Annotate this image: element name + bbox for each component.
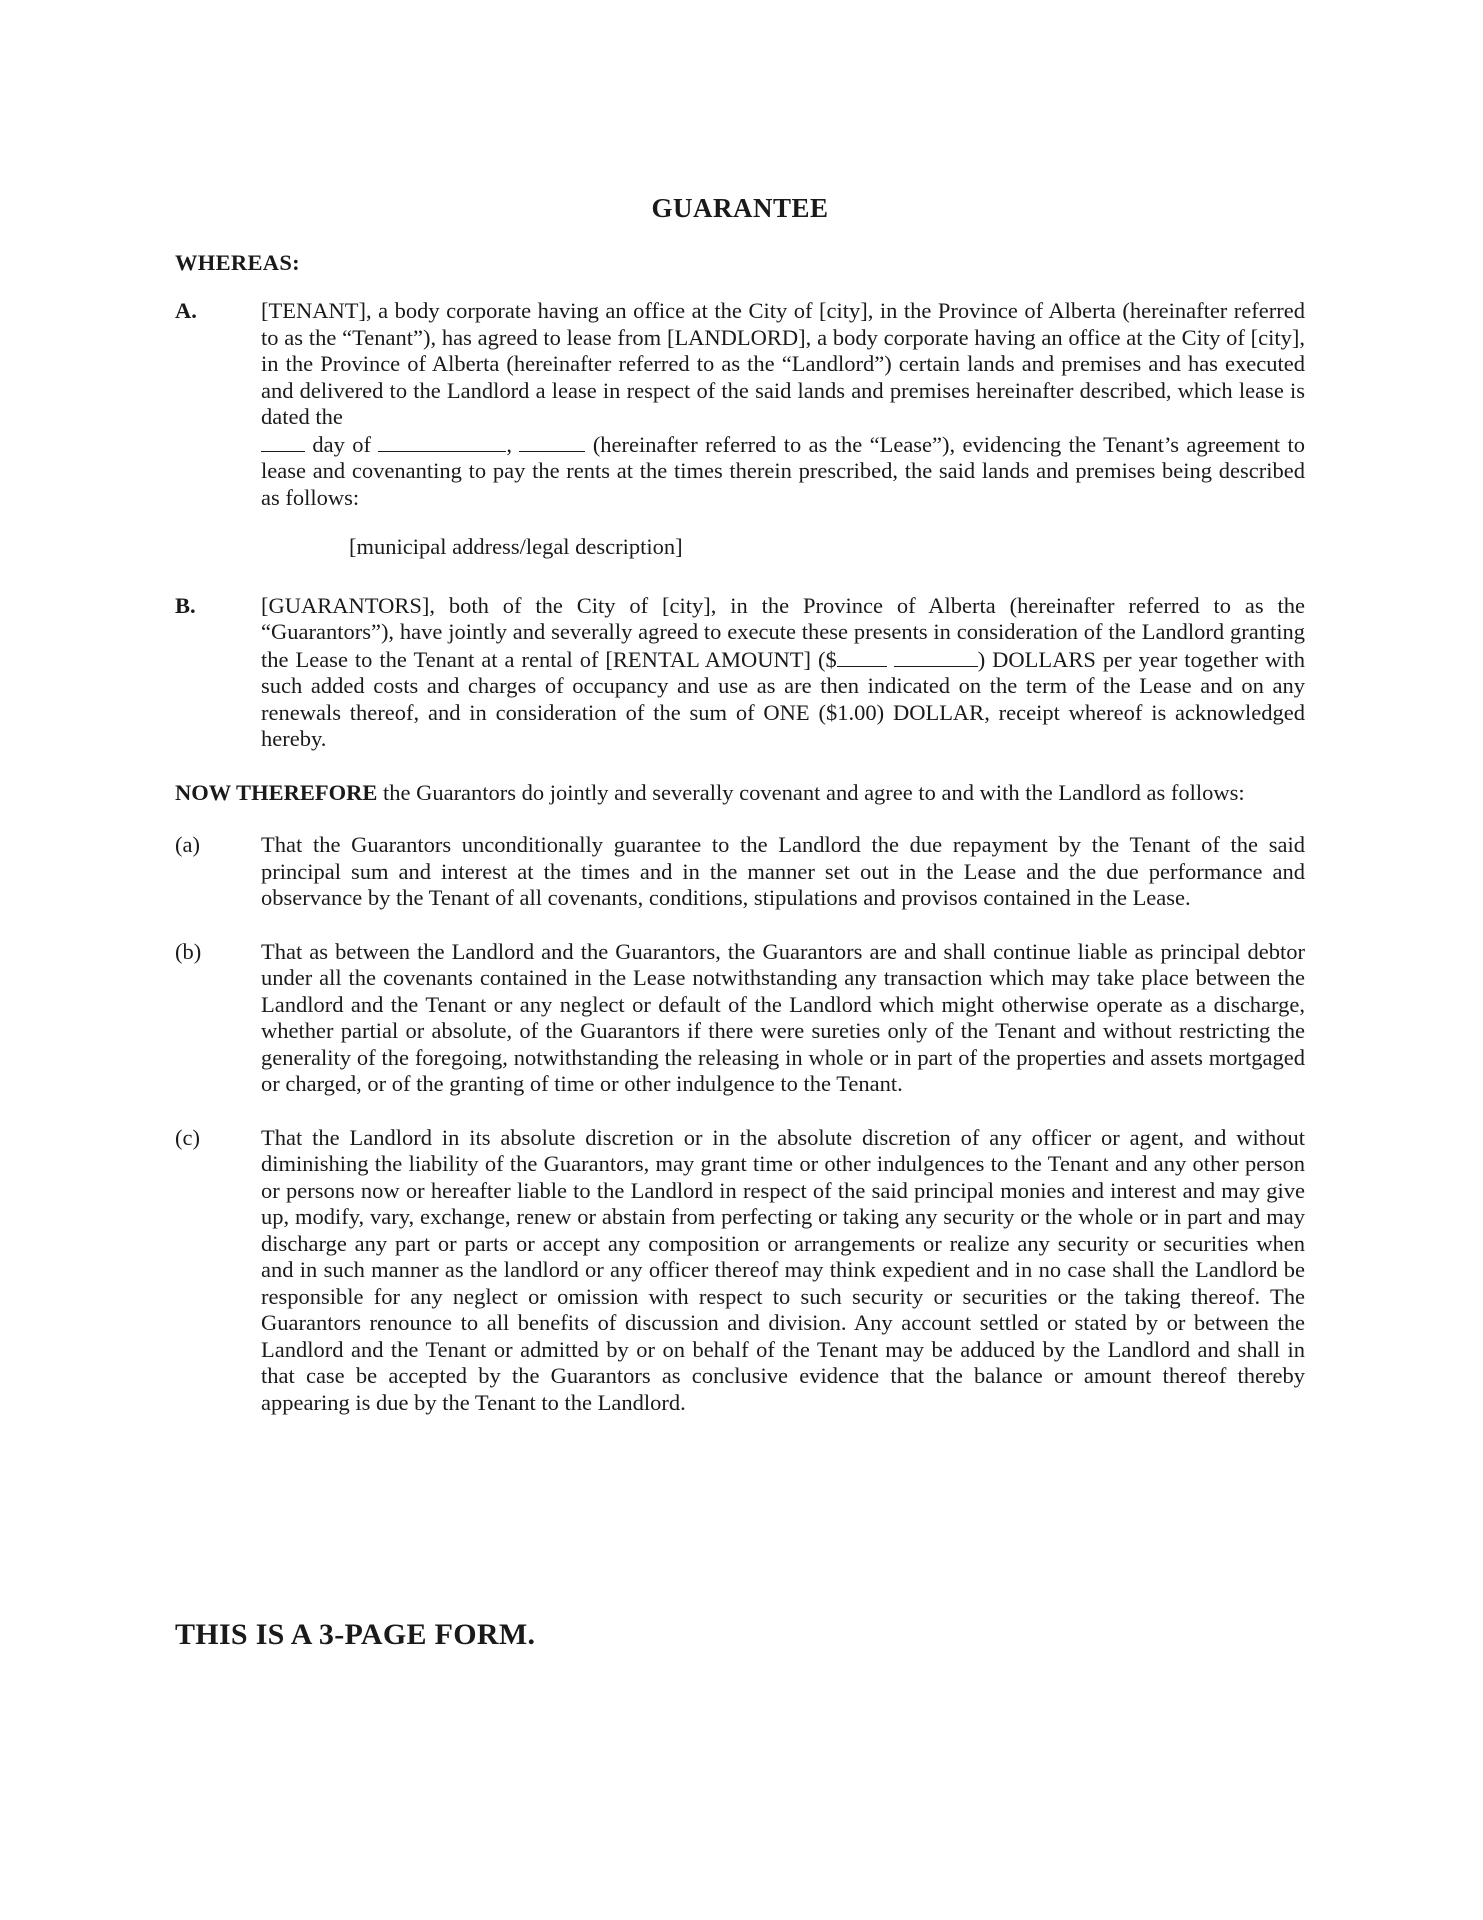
now-therefore-lead: NOW THEREFORE [175, 779, 378, 805]
rental-amount-blank-1[interactable] [837, 646, 887, 667]
document-body [175, 195, 1305, 1443]
clause-c-text: That the Landlord in its absolute discretion or in the absolute discretion of any officer or agent, and without diminishing the liability of the Guarantors, may grant time or other indulgences to the Tenant and any other person or persons now or hereafter liable to the Landlord in respect of the said principal monies and interest and may give up, modify, vary, exchange, renew or abstain from perfecting or taking any security or the whole or in part and may discharge any part or parts or accept any composition or arrangements or realize any security or securities when and in such manner as the landlord or any officer thereof may think expedient and in no case shall the Landlord be responsible for any neglect or omission with respect to such security or securities or the taking thereof. The Guarantors renounce to all benefits of discussion and division. Any account settled or stated by or between the Landlord and the Tenant or admitted by or on behalf of the Tenant may be adduced by the Landlord and shall in that case be accepted by the Guarantors as conclusive evidence that the balance or amount thereof thereby appearing is due by the Tenant to the Landlord. [261, 1124, 1305, 1415]
clause-a-text: That the Guarantors unconditionally guarantee to the Landlord the due repayment by the Tenant of the said principal sum and interest at the times and in the manner set out in the Lease and the due performance and observance by the Tenant of all covenants, conditions, stipulations and provisos contained in the Lease. [261, 832, 1305, 910]
recital-b-text-part1: [GUARANTORS], both of the City of [city], in the Province of Alberta (hereinafter referred to as the “Guarantors”), have jointly and severally agreed to execute these presents in consideration of the Landlord granting the Lease to the Tenant at a rental of [RENTAL AMOUNT] ($ [261, 592, 1305, 672]
document-title: GUARANTEE [651, 193, 829, 223]
clause-b-label: (b) [175, 938, 202, 964]
page-count-notice: THIS IS A 3-PAGE FORM. [175, 1618, 536, 1651]
recital-b [175, 593, 1305, 753]
recital-b-text-part2: ) DOLLARS per year together with such added costs and charges of occupancy and use as are then indicated on the term of the Lease and on any renewals thereof, and in consideration of the sum of ONE ($1.00) DOLLAR, receipt whereof is acknowledged hereby. [261, 646, 1305, 751]
recital-a-text-part1: [TENANT], a body corporate having an office at the City of [city], in the Province of Alberta (hereinafter referred to as the “Tenant”), has agreed to lease from [LANDLORD], a body corporate having an office at the City of [city], in the Province of Alberta (hereinafter referred to as the “Landlord”) certain lands and premises and has executed and delivered to the Landlord a lease in respect of the said lands and premises hereinafter described, which lease is dated the [261, 298, 1305, 429]
recital-a-label: A. [175, 298, 197, 323]
recital-b-label: B. [175, 592, 196, 618]
year-blank[interactable] [519, 431, 585, 452]
clause-a-label: (a) [175, 832, 200, 857]
clause-b-text: That as between the Landlord and the Guarantors, the Guarantors are and shall continue liable as principal debtor under all the covenants contained in the Lease notwithstanding any transaction which may take place between the Landlord and the Tenant or any neglect or default of the Landlord which might otherwise operate as a discharge, whether partial or absolute, of the Guarantors if there were sureties only of the Tenant and without restricting the generality of the foregoing, notwithstanding the releasing in whole or in part of the properties and assets mortgaged or charged, or of the granting of time or other indulgence to the Tenant. [261, 938, 1305, 1096]
property-description: [municipal address/legal description] [349, 534, 683, 559]
recital-a-comma: , [506, 431, 513, 457]
recital-b-text [261, 593, 1305, 753]
recital-a [175, 298, 1305, 511]
recital-a-text-part2: day of [312, 431, 372, 457]
clause-a [175, 832, 1305, 912]
now-therefore-text: the Guarantors do jointly and severally covenant and agree to and with the Landlord as follows: [382, 779, 1245, 805]
day-blank[interactable] [261, 431, 305, 452]
rental-amount-blank-2[interactable] [894, 646, 978, 667]
clause-c-label: (c) [175, 1124, 200, 1150]
whereas-heading: WHEREAS: [175, 249, 300, 275]
recital-a-text-part4: (hereinafter referred to as the “Lease”), evidencing the Tenant’s agreement to lease and covenanting to pay the rents at the times therein prescribed, the said lands and premises being described as follows: [261, 431, 1305, 510]
now-therefore-paragraph [175, 780, 1305, 807]
clause-c [175, 1125, 1305, 1417]
month-blank[interactable] [378, 431, 506, 452]
clause-b [175, 939, 1305, 1098]
recital-a-text [261, 298, 1305, 511]
